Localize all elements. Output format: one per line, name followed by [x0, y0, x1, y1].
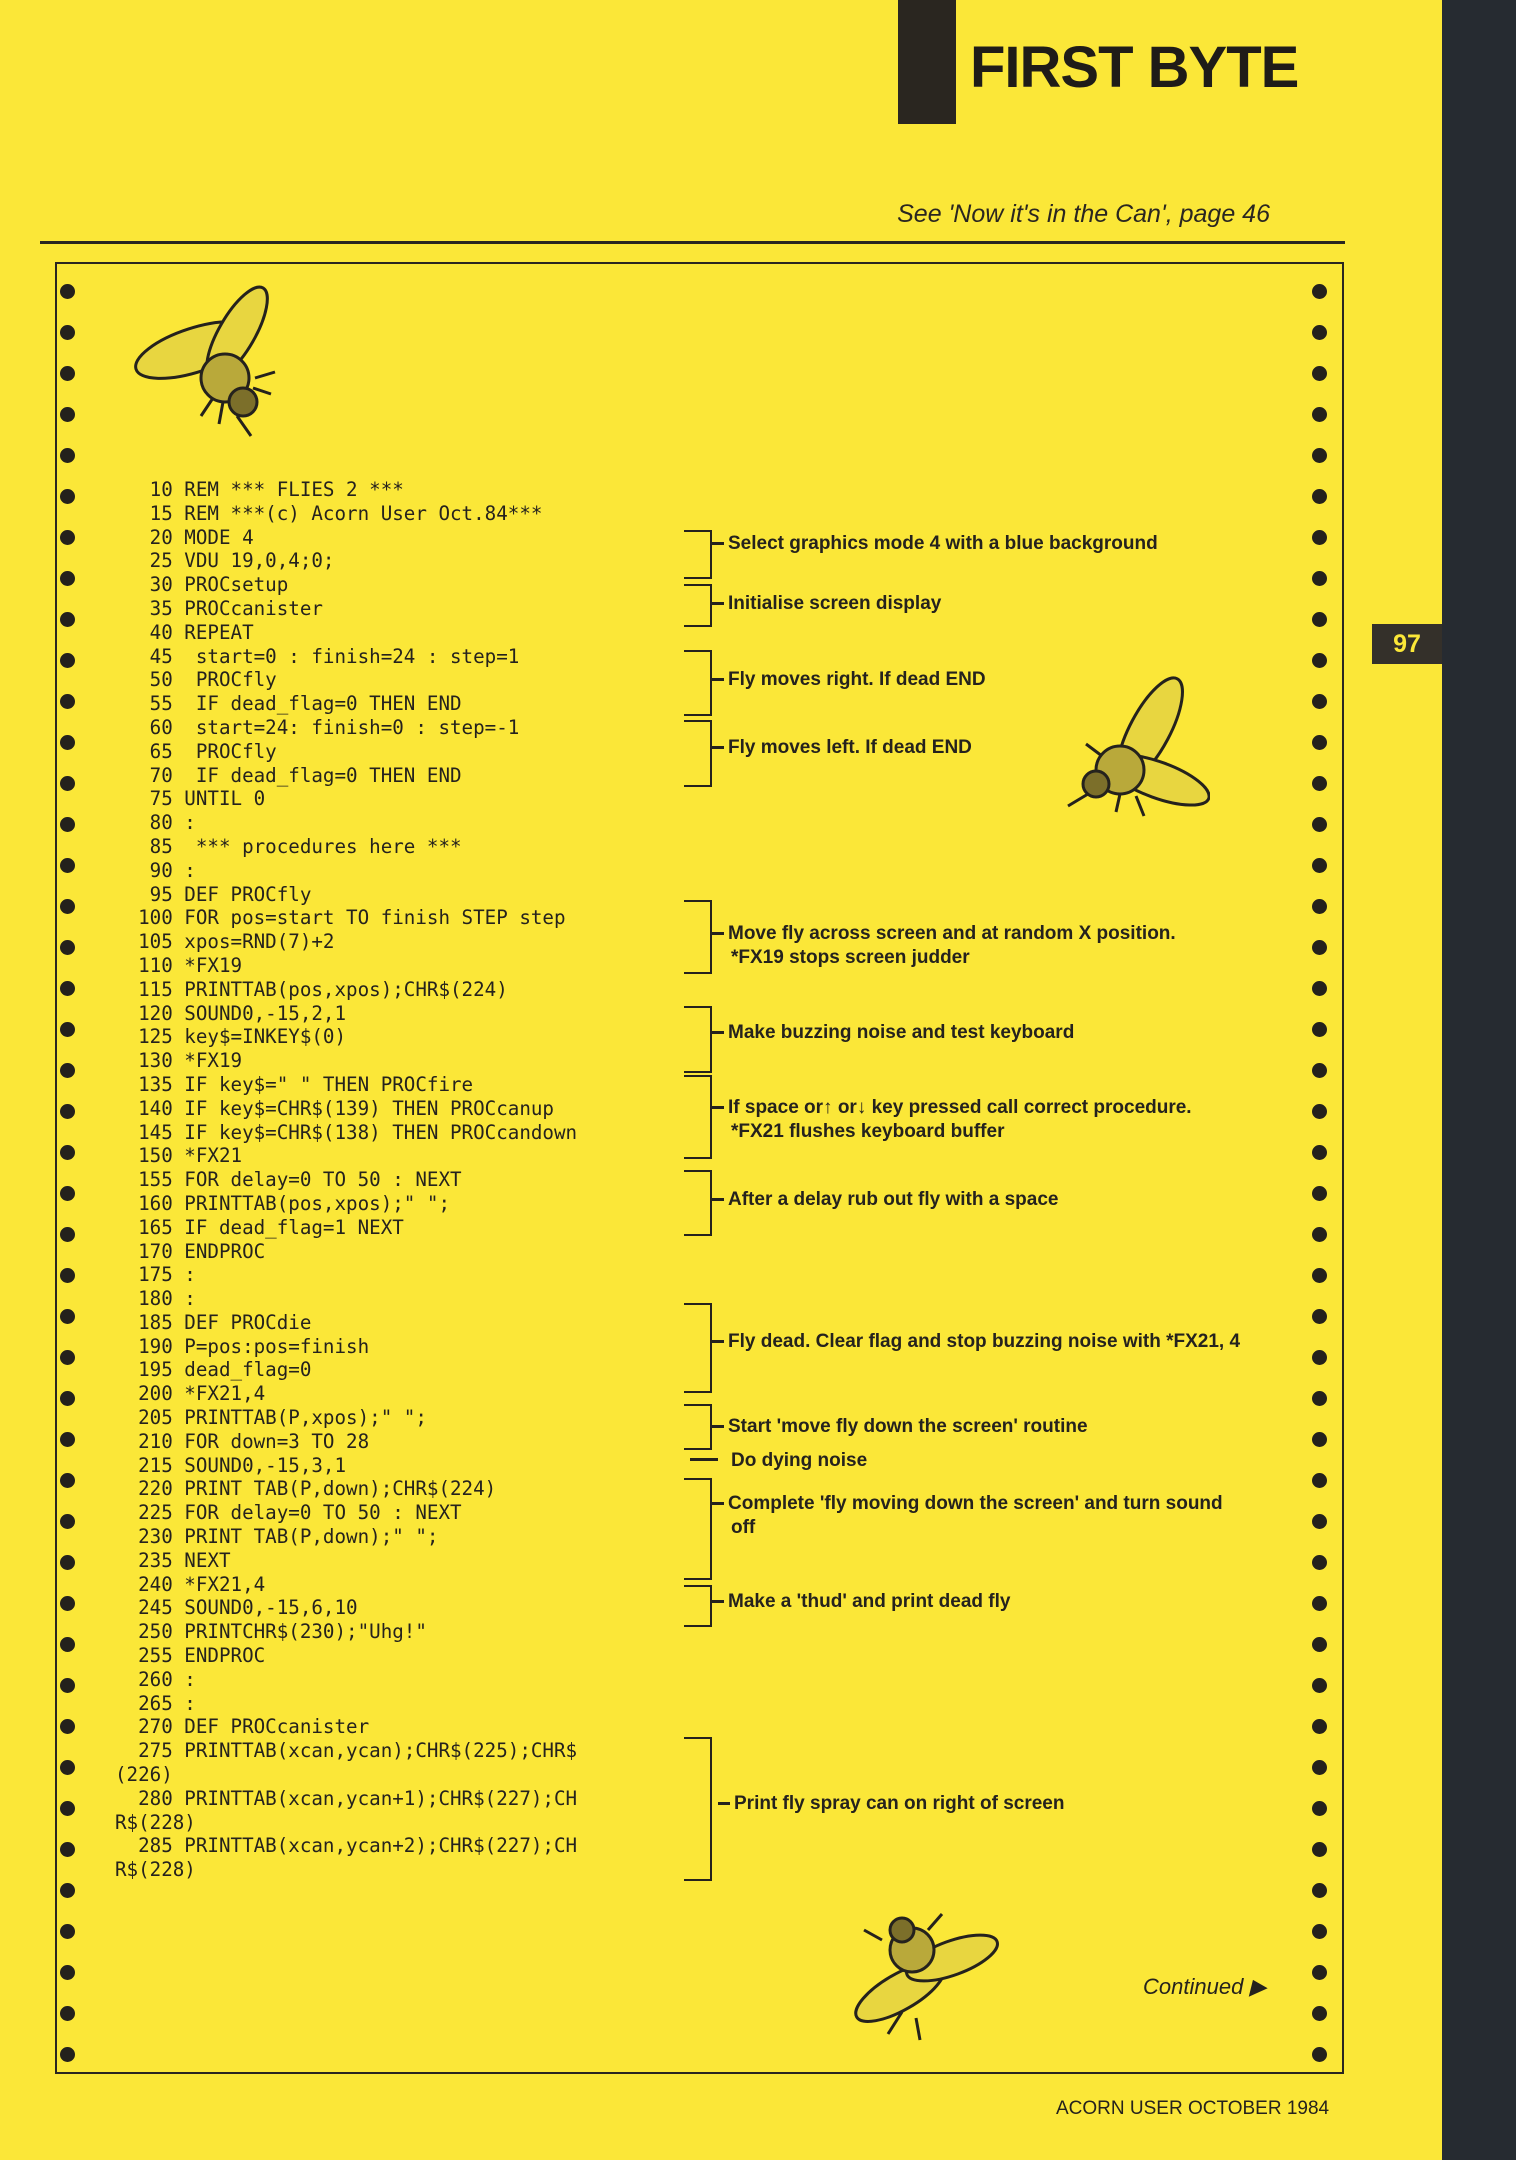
code-line: 25 VDU 19,0,4;0;	[115, 549, 335, 573]
code-line: 170 ENDPROC	[115, 1239, 266, 1263]
printer-hole	[1312, 1104, 1327, 1119]
cross-reference: See 'Now it's in the Can', page 46	[897, 200, 1270, 228]
printer-hole	[1312, 735, 1327, 750]
printer-hole	[60, 735, 75, 750]
code-line: 230 PRINT TAB(P,down);" ";	[115, 1525, 439, 1549]
printer-hole	[1312, 284, 1327, 299]
code-line: 55 IF dead_flag=0 THEN END	[115, 692, 462, 716]
printer-hole	[60, 1104, 75, 1119]
printer-hole	[1312, 817, 1327, 832]
printer-hole	[1312, 1637, 1327, 1652]
annotation-move-right: Fly moves right. If dead END	[712, 668, 986, 692]
printer-hole	[1312, 1350, 1327, 1365]
printer-hole	[60, 858, 75, 873]
page-number-tab: 97	[1372, 624, 1442, 664]
code-line: 165 IF dead_flag=1 NEXT	[115, 1215, 404, 1239]
printer-hole	[60, 1965, 75, 1980]
code-line: (226)	[115, 1763, 173, 1787]
printer-hole	[1312, 981, 1327, 996]
printer-hole	[1312, 1022, 1327, 1037]
code-line: 275 PRINTTAB(xcan,ycan);CHR$(225);CHR$	[115, 1739, 578, 1763]
basic-program-listing	[115, 478, 577, 1882]
printer-hole	[1312, 612, 1327, 627]
printer-hole	[1312, 325, 1327, 340]
code-line: 40 REPEAT	[115, 620, 254, 644]
annotation-dying-noise: Do dying noise	[731, 1450, 868, 1471]
code-line: 145 IF key$=CHR$(138) THEN PROCcandown	[115, 1120, 578, 1144]
printer-hole	[60, 1514, 75, 1529]
binding-spine	[1442, 0, 1516, 2160]
printer-hole	[1312, 776, 1327, 791]
code-line: 65 PROCfly	[115, 739, 277, 763]
code-line: 235 NEXT	[115, 1548, 231, 1572]
printer-hole	[1312, 1432, 1327, 1447]
printer-hole	[60, 1924, 75, 1939]
printer-hole	[60, 366, 75, 381]
annotation-fly-dead: Fly dead. Clear flag and stop buzzing noise with *FX21, 4	[712, 1330, 1240, 1354]
page-footer: ACORN USER OCTOBER 1984	[1056, 2098, 1330, 2119]
annotation-init: Initialise screen display	[712, 592, 941, 616]
printer-hole	[60, 530, 75, 545]
printer-hole	[1312, 407, 1327, 422]
printer-hole	[60, 1432, 75, 1447]
printer-hole	[60, 694, 75, 709]
annotation-random-position: Move fly across screen and at random X position. *FX19 stops screen judder	[712, 922, 1257, 970]
header-bar	[898, 0, 956, 124]
code-line: 130 *FX19	[115, 1049, 243, 1073]
code-line: 50 PROCfly	[115, 668, 277, 692]
printer-hole	[60, 1760, 75, 1775]
code-line: 265 :	[115, 1691, 196, 1715]
printer-hole	[60, 571, 75, 586]
annotation-bracket	[684, 1075, 712, 1159]
printer-hole	[1312, 1760, 1327, 1775]
code-line: 20 MODE 4	[115, 525, 254, 549]
printer-hole	[60, 899, 75, 914]
printer-hole	[1312, 653, 1327, 668]
code-line: 285 PRINTTAB(xcan,ycan+2);CHR$(227);CH	[115, 1834, 578, 1858]
printer-hole	[1312, 2006, 1327, 2021]
printer-hole	[60, 2047, 75, 2062]
annotation-bracket	[684, 1404, 712, 1450]
annotation-bracket	[684, 720, 712, 787]
printer-hole	[60, 1637, 75, 1652]
printer-hole	[60, 1227, 75, 1242]
printer-hole	[60, 1063, 75, 1078]
code-line: 120 SOUND0,-15,2,1	[115, 1001, 347, 1025]
printer-hole	[1312, 2047, 1327, 2062]
printer-hole	[60, 1842, 75, 1857]
code-line: 95 DEF PROCfly	[115, 882, 312, 906]
code-line: 190 P=pos:pos=finish	[115, 1334, 370, 1358]
printer-hole	[60, 1473, 75, 1488]
code-line: 250 PRINTCHR$(230);"Uhg!"	[115, 1620, 427, 1644]
code-line: 75 UNTIL 0	[115, 787, 266, 811]
fly-illustration-middle	[1040, 672, 1210, 832]
code-line: 160 PRINTTAB(pos,xpos);" ";	[115, 1191, 451, 1215]
annotation-complete: Complete 'fly moving down the screen' and turn sound off	[712, 1492, 1257, 1540]
code-line: 185 DEF PROCdie	[115, 1310, 312, 1334]
code-line: 140 IF key$=CHR$(139) THEN PROCcanup	[115, 1096, 554, 1120]
printer-hole	[60, 1268, 75, 1283]
code-line: 110 *FX19	[115, 953, 243, 977]
annotation-spray-can: Print fly spray can on right of screen	[718, 1792, 1064, 1816]
printer-hole	[1312, 1842, 1327, 1857]
annotation-bracket	[684, 1478, 712, 1580]
code-line: 260 :	[115, 1667, 196, 1691]
annotation-mode: Select graphics mode 4 with a blue background	[712, 532, 1158, 556]
annotation-move-left: Fly moves left. If dead END	[712, 736, 972, 760]
printer-hole	[1312, 1555, 1327, 1570]
printer-hole	[60, 612, 75, 627]
printer-hole	[1312, 899, 1327, 914]
printer-hole	[1312, 1965, 1327, 1980]
printer-hole	[60, 284, 75, 299]
annotation-thud: Make a 'thud' and print dead fly	[712, 1590, 1010, 1614]
code-line: 90 :	[115, 858, 196, 882]
code-line: 10 REM *** FLIES 2 ***	[115, 478, 404, 501]
printer-hole	[1312, 1678, 1327, 1693]
code-line: 215 SOUND0,-15,3,1	[115, 1453, 347, 1477]
printer-hole	[60, 448, 75, 463]
printer-hole	[60, 1801, 75, 1816]
code-line: 80 :	[115, 811, 196, 835]
code-line: 105 xpos=RND(7)+2	[115, 930, 335, 954]
printer-hole	[60, 1350, 75, 1365]
printer-hole	[60, 407, 75, 422]
printer-hole	[60, 1678, 75, 1693]
code-line: 15 REM ***(c) Acorn User Oct.84***	[115, 501, 543, 525]
code-line: 60 start=24: finish=0 : step=-1	[115, 715, 520, 739]
code-line: 195 dead_flag=0	[115, 1358, 312, 1382]
printer-hole	[60, 489, 75, 504]
code-line: 175 :	[115, 1263, 196, 1287]
code-line: 115 PRINTTAB(pos,xpos);CHR$(224)	[115, 977, 508, 1001]
code-line: 30 PROCsetup	[115, 573, 289, 597]
annotation-bracket	[684, 1737, 712, 1881]
annotation-bracket	[684, 650, 712, 716]
printer-hole	[1312, 1719, 1327, 1734]
printer-hole	[1312, 571, 1327, 586]
printer-hole	[60, 1719, 75, 1734]
printer-hole	[1312, 1309, 1327, 1324]
code-line: 155 FOR delay=0 TO 50 : NEXT	[115, 1168, 462, 1192]
printer-hole	[60, 1391, 75, 1406]
annotation-bracket	[684, 1585, 712, 1627]
printer-hole	[1312, 1063, 1327, 1078]
printer-hole	[1312, 1268, 1327, 1283]
printer-hole	[60, 1186, 75, 1201]
printer-hole	[1312, 1514, 1327, 1529]
header-rule	[40, 241, 1345, 244]
code-line: 240 *FX21,4	[115, 1572, 266, 1596]
printer-hole	[1312, 1145, 1327, 1160]
code-line: 150 *FX21	[115, 1144, 243, 1168]
code-line: 280 PRINTTAB(xcan,ycan+1);CHR$(227);CH	[115, 1786, 578, 1810]
printer-hole	[60, 817, 75, 832]
code-line: R$(228)	[115, 1858, 196, 1882]
printer-hole	[1312, 530, 1327, 545]
printer-hole	[1312, 694, 1327, 709]
printer-hole	[60, 1883, 75, 1898]
code-line: 245 SOUND0,-15,6,10	[115, 1596, 358, 1620]
printer-hole	[60, 653, 75, 668]
printer-hole	[1312, 1924, 1327, 1939]
printer-hole	[60, 776, 75, 791]
annotation-bracket	[684, 530, 712, 579]
code-line: 100 FOR pos=start TO finish STEP step	[115, 906, 566, 930]
fly-illustration-top	[125, 278, 305, 448]
printer-hole	[1312, 1186, 1327, 1201]
printer-hole	[1312, 448, 1327, 463]
annotation-bracket	[684, 900, 712, 974]
code-line: 200 *FX21,4	[115, 1382, 266, 1406]
code-line: 70 IF dead_flag=0 THEN END	[115, 763, 462, 787]
continued-label: Continued ▶	[1143, 1974, 1267, 1999]
printer-hole	[1312, 1883, 1327, 1898]
code-line: 85 *** procedures here ***	[115, 834, 462, 858]
code-line: 125 key$=INKEY$(0)	[115, 1025, 347, 1049]
printer-hole	[1312, 1596, 1327, 1611]
printer-hole	[60, 1309, 75, 1324]
annotation-bracket	[684, 1303, 712, 1393]
annotation-rule	[690, 1458, 718, 1461]
annotation-delay: After a delay rub out fly with a space	[712, 1188, 1058, 1212]
code-line: 225 FOR delay=0 TO 50 : NEXT	[115, 1501, 462, 1525]
code-line: 180 :	[115, 1287, 196, 1311]
printer-hole	[1312, 489, 1327, 504]
annotation-move-down: Start 'move fly down the screen' routine	[712, 1415, 1088, 1439]
section-title: FIRST BYTE	[970, 35, 1299, 100]
printer-hole	[60, 2006, 75, 2021]
code-line: 45 start=0 : finish=24 : step=1	[115, 644, 520, 668]
printer-hole	[60, 1145, 75, 1160]
printer-hole	[60, 940, 75, 955]
printer-hole	[1312, 858, 1327, 873]
printer-hole	[60, 325, 75, 340]
printer-hole	[60, 1596, 75, 1611]
code-line: R$(228)	[115, 1810, 196, 1834]
printer-hole	[60, 1555, 75, 1570]
code-line: 270 DEF PROCcanister	[115, 1715, 370, 1739]
code-line: 205 PRINTTAB(P,xpos);" ";	[115, 1406, 427, 1430]
printer-hole	[60, 981, 75, 996]
printer-hole	[1312, 1801, 1327, 1816]
printer-hole	[1312, 1391, 1327, 1406]
code-line: 135 IF key$=" " THEN PROCfire	[115, 1072, 474, 1096]
annotation-keys: If space or↑ or↓ key pressed call correct procedure. *FX21 flushes keyboard buffer	[712, 1096, 1257, 1144]
code-line: 210 FOR down=3 TO 28	[115, 1429, 370, 1453]
printer-hole	[1312, 1473, 1327, 1488]
code-line: 35 PROCcanister	[115, 596, 323, 620]
annotation-buzzing: Make buzzing noise and test keyboard	[712, 1021, 1074, 1045]
code-line: 255 ENDPROC	[115, 1644, 266, 1668]
annotation-bracket	[684, 1006, 712, 1073]
code-line: 220 PRINT TAB(P,down);CHR$(224)	[115, 1477, 497, 1501]
printer-hole	[60, 1022, 75, 1037]
printer-hole	[1312, 1227, 1327, 1242]
annotation-bracket	[684, 584, 712, 627]
printer-hole	[1312, 366, 1327, 381]
fly-illustration-bottom	[842, 1900, 1012, 2070]
annotation-bracket	[684, 1170, 712, 1236]
printer-hole	[1312, 940, 1327, 955]
